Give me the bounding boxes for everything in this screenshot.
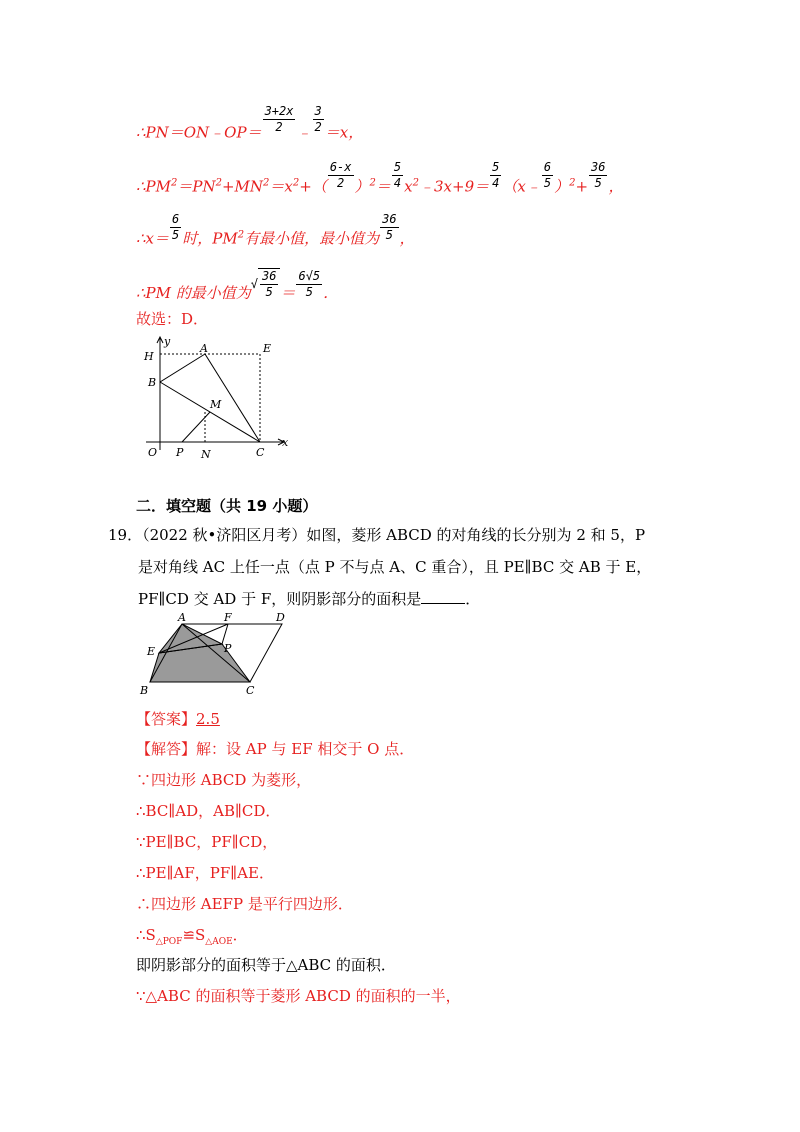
analysis-tag: 【解答】 — [136, 740, 197, 758]
segment-PF — [222, 624, 228, 644]
fig1-label: y — [164, 335, 171, 348]
t: ∴x＝ — [136, 229, 170, 248]
frac-num: 36 — [591, 160, 606, 174]
t: （x﹣ — [502, 177, 541, 196]
t: ∴PM 的最小值为 — [136, 284, 251, 302]
solution-line-2 — [136, 160, 624, 203]
fig2-label: A — [178, 611, 186, 624]
frac-den: 5 — [543, 176, 552, 190]
frac-den: 5 — [172, 228, 180, 242]
solution-line-1 — [136, 104, 364, 149]
fig1-label: M — [210, 398, 222, 411]
frac-den: 2 — [314, 120, 322, 134]
frac-num: 6 — [172, 212, 180, 226]
sup: 2 — [292, 177, 300, 189]
fig2-label: C — [246, 684, 255, 696]
answer-blank — [421, 589, 465, 604]
fraction — [296, 269, 322, 300]
line1-prefix: ∴PN＝ON﹣OP＝ — [136, 123, 262, 142]
subscript: △AOE — [205, 937, 233, 947]
fraction-1 — [263, 104, 296, 135]
subscript: △POF — [155, 937, 183, 947]
t: ＝PN — [177, 177, 216, 196]
answer-line — [136, 710, 220, 728]
analysis-line-9: ∵△ABC 的面积等于菱形 ABCD 的面积的一半， — [136, 987, 461, 1005]
analysis-line-8: 即阴影部分的面积等于△ABC 的面积． — [136, 956, 396, 974]
frac-num: 5 — [393, 160, 402, 174]
fig1-label: H — [144, 350, 154, 363]
answer-tag: 【答案】 — [136, 710, 197, 728]
t: x — [404, 177, 413, 196]
fig1-label: B — [148, 376, 157, 389]
t: +（ — [299, 177, 327, 196]
analysis-line-7 — [136, 926, 248, 951]
frac-den: 5 — [265, 285, 273, 299]
q19-line-1: 19．（2022 秋•济阳区月考）如图，菱形 ABCD 的对角线的长分别为 2 和 5，P — [108, 526, 646, 544]
fraction — [260, 269, 278, 300]
analysis-text: 解：设 AP 与 EF 相交于 O 点． — [196, 740, 415, 758]
line1-suffix: ＝x， — [324, 123, 364, 142]
frac-num: 6√5 — [298, 268, 321, 283]
solution-line-5: 故选：D． — [136, 310, 209, 328]
fraction — [589, 160, 607, 191]
fraction — [170, 212, 181, 243]
fig2-label: F — [224, 611, 232, 624]
question-19 — [108, 519, 678, 615]
t: ＝ — [280, 284, 296, 302]
sqrt: √ $\frac{36}{5}$ — [251, 268, 281, 300]
fig2-label: E — [147, 645, 156, 658]
fraction — [380, 212, 398, 243]
t: ． — [232, 926, 248, 944]
fig1-label: x — [282, 436, 289, 449]
sup: 2 — [369, 177, 376, 189]
frac-num: 6-x — [329, 160, 352, 174]
frac-den: 2 — [337, 176, 345, 190]
sup: 2 — [215, 177, 222, 189]
fraction — [542, 160, 553, 191]
analysis-line-3: ∴BC∥AD，AB∥CD． — [136, 802, 281, 820]
section-title: 二．填空题（共 19 小题） — [136, 497, 318, 515]
sup: 2 — [412, 177, 419, 189]
fig2-label: P — [224, 642, 232, 655]
q19-line-3-end: ． — [465, 590, 481, 608]
frac-den: 4 — [492, 176, 500, 190]
segment-PM — [182, 412, 210, 442]
fraction-2 — [313, 104, 324, 135]
solution-line-4 — [136, 268, 339, 310]
t: ＝ — [375, 177, 391, 196]
t: ∴PM — [136, 177, 171, 196]
answer-value: 2.5 — [196, 710, 220, 728]
frac-num: 3+2x — [264, 104, 294, 118]
fig1-label: P — [176, 446, 184, 459]
fig2-label: D — [276, 611, 285, 624]
t: ， — [399, 229, 415, 248]
fig1-label: O — [148, 446, 158, 459]
t: ∴S — [136, 926, 156, 944]
frac-den: 2 — [275, 120, 283, 134]
analysis-line-1 — [136, 740, 414, 758]
t: ， — [608, 177, 624, 196]
frac-num: 36 — [262, 269, 277, 283]
solution-line-3 — [136, 212, 415, 255]
fig2-label: B — [140, 684, 149, 696]
t: 时，PM — [182, 229, 238, 248]
frac-den: 5 — [385, 228, 393, 242]
fig1-label: N — [201, 448, 211, 461]
q19-line-2: 是对角线 AC 上任一点（点 P 不与点 A、C 重合），且 PE∥BC 交 AB 于 E， — [138, 558, 652, 576]
frac-num: 5 — [492, 160, 500, 174]
t: ≌S — [182, 926, 206, 944]
frac-den: 4 — [393, 176, 402, 190]
analysis-line-2: ∵四边形 ABCD 为菱形， — [136, 771, 312, 789]
fig1-label: C — [256, 446, 265, 459]
fraction — [490, 160, 501, 191]
t: ． — [323, 284, 339, 302]
analysis-line-6: ∴四边形 AEFP 是平行四边形． — [136, 895, 353, 913]
t: ） — [354, 177, 370, 196]
q19-line-3-text: PF∥CD 交 AD 于 F，则阴影部分的面积是 — [138, 590, 422, 608]
sup: 2 — [569, 177, 576, 189]
frac-num: 3 — [314, 104, 322, 118]
segment-BA — [160, 354, 205, 382]
rhombus-figure — [136, 610, 306, 696]
t: 有最小值，最小值为 — [244, 229, 380, 248]
analysis-line-4: ∵PE∥BC，PF∥CD， — [136, 833, 278, 851]
minus: ﹣ — [296, 123, 312, 142]
sup: 2 — [237, 229, 245, 241]
t: +MN — [221, 177, 264, 196]
coordinate-figure — [138, 332, 298, 464]
fig1-label: E — [263, 342, 272, 355]
frac-num: 36 — [382, 212, 397, 226]
t: + — [575, 177, 589, 196]
t: ﹣3x+9＝ — [419, 177, 490, 196]
analysis-line-5: ∴PE∥AF，PF∥AE． — [136, 864, 274, 882]
sup: 2 — [171, 177, 178, 189]
t: ） — [554, 177, 570, 196]
frac-num: 6 — [543, 160, 552, 174]
fraction — [328, 160, 354, 191]
t: ＝x — [269, 177, 293, 196]
sup: 2 — [263, 177, 270, 189]
frac-den: 5 — [305, 284, 313, 299]
fig1-label: A — [200, 342, 208, 355]
fraction — [392, 160, 403, 191]
frac-den: 5 — [594, 176, 602, 190]
